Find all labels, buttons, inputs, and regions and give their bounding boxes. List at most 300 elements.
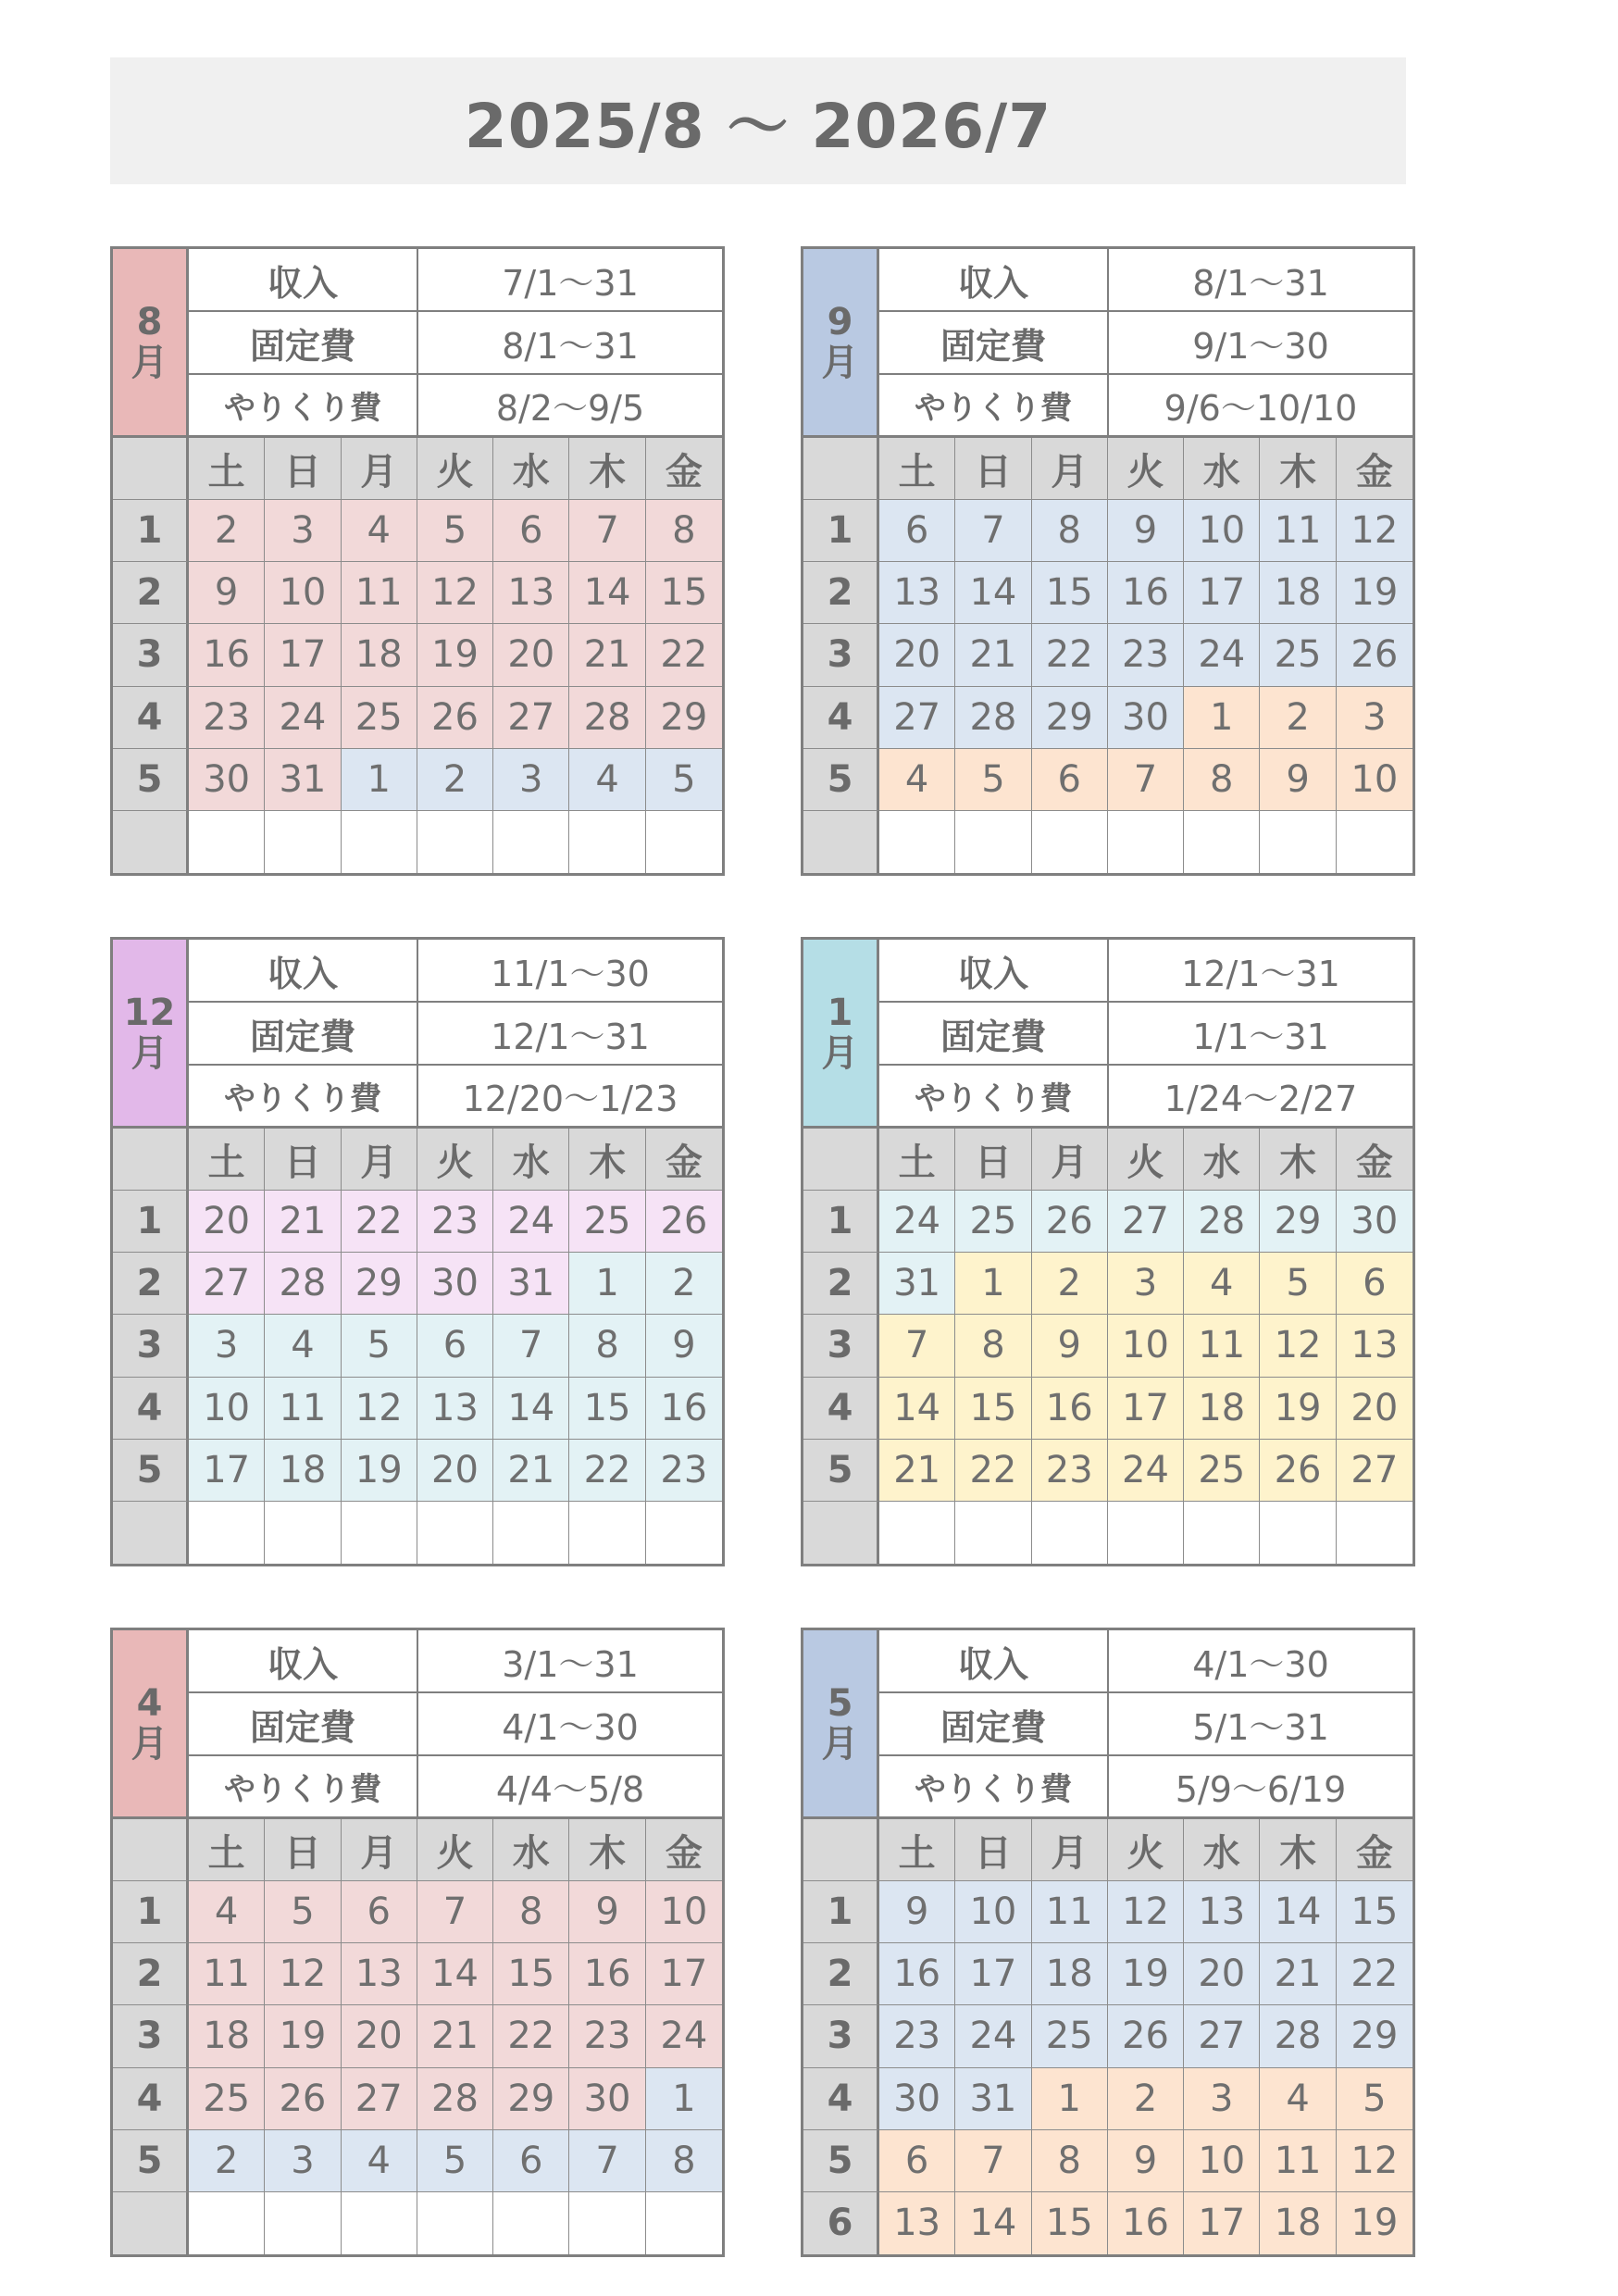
day-cell: 27 (189, 1253, 265, 1315)
day-cell: 20 (417, 1440, 493, 1502)
day-cell: 27 (1337, 1440, 1413, 1502)
day-cell: 17 (189, 1440, 265, 1502)
empty-cell (1260, 1502, 1336, 1564)
day-cell: 8 (1184, 749, 1260, 811)
month-number: 12 (123, 991, 176, 1034)
day-cell: 6 (493, 500, 569, 562)
income-label: 収入 (879, 940, 1109, 1003)
day-cell: 16 (1032, 1378, 1108, 1440)
day-cell: 21 (265, 1191, 341, 1253)
weekday-header: 木 (569, 1129, 645, 1191)
week-number (113, 2192, 189, 2254)
day-cell: 2 (417, 749, 493, 811)
day-cell: 7 (569, 500, 645, 562)
day-cell: 10 (1337, 749, 1413, 811)
weekday-header: 日 (265, 438, 341, 500)
day-cell: 4 (1260, 2068, 1336, 2130)
day-cell: 8 (646, 2130, 722, 2192)
day-cell: 5 (1260, 1253, 1336, 1315)
week-number: 5 (113, 2130, 189, 2192)
day-cell: 7 (569, 2130, 645, 2192)
income-range: 7/1〜31 (418, 249, 722, 312)
weekday-header: 金 (646, 1819, 722, 1881)
week-number: 5 (113, 1440, 189, 1502)
day-cell: 26 (646, 1191, 722, 1253)
weekday-header: 日 (265, 1129, 341, 1191)
day-cell: 31 (879, 1253, 955, 1315)
empty-cell (1337, 1502, 1413, 1564)
week-number: 2 (803, 1253, 879, 1315)
income-range: 4/1〜30 (1109, 1630, 1413, 1693)
fixed-range: 9/1〜30 (1109, 312, 1413, 375)
day-cell: 7 (879, 1315, 955, 1377)
day-cell: 14 (1260, 1881, 1336, 1943)
day-cell: 8 (955, 1315, 1031, 1377)
day-cell: 12 (342, 1378, 417, 1440)
month-calendar-12 (110, 937, 725, 1566)
empty-cell (1337, 811, 1413, 873)
day-cell: 15 (646, 562, 722, 624)
week-number: 4 (803, 2068, 879, 2130)
weekday-header: 日 (955, 1129, 1031, 1191)
day-cell: 16 (189, 624, 265, 686)
fixed-range: 1/1〜31 (1109, 1003, 1413, 1066)
day-cell: 4 (879, 749, 955, 811)
day-cell: 16 (1108, 562, 1184, 624)
day-cell: 16 (569, 1943, 645, 2005)
income-label: 収入 (189, 1630, 418, 1693)
variable-range: 8/2〜9/5 (418, 375, 722, 438)
empty-cell (189, 811, 265, 873)
day-cell: 21 (879, 1440, 955, 1502)
weekday-header: 土 (879, 1819, 955, 1881)
empty-cell (417, 811, 493, 873)
day-cell: 5 (342, 1315, 417, 1377)
empty-cell (493, 811, 569, 873)
day-cell: 3 (1108, 1253, 1184, 1315)
day-cell: 4 (569, 749, 645, 811)
day-cell: 31 (493, 1253, 569, 1315)
day-cell: 26 (417, 687, 493, 749)
empty-cell (646, 1502, 722, 1564)
day-cell: 17 (646, 1943, 722, 2005)
month-number: 4 (136, 1681, 163, 1725)
weekday-header: 金 (1337, 1129, 1413, 1191)
day-cell: 22 (646, 624, 722, 686)
day-cell: 18 (1260, 2192, 1336, 2254)
day-cell: 16 (879, 1943, 955, 2005)
variable-range: 9/6〜10/10 (1109, 375, 1413, 438)
month-char: 月 (821, 1031, 859, 1075)
day-cell: 6 (879, 500, 955, 562)
day-cell: 15 (955, 1378, 1031, 1440)
day-cell: 5 (646, 749, 722, 811)
day-cell: 23 (189, 687, 265, 749)
day-cell: 10 (1184, 2130, 1260, 2192)
empty-cell (569, 1502, 645, 1564)
day-cell: 2 (646, 1253, 722, 1315)
day-cell: 19 (1260, 1378, 1336, 1440)
day-cell: 20 (493, 624, 569, 686)
day-cell: 28 (569, 687, 645, 749)
day-cell: 11 (1260, 2130, 1336, 2192)
fixed-range: 8/1〜31 (418, 312, 722, 375)
variable-label: やりくり費 (879, 375, 1109, 438)
day-cell: 19 (1108, 1943, 1184, 2005)
day-cell: 25 (1260, 624, 1336, 686)
day-cell: 22 (569, 1440, 645, 1502)
day-cell: 28 (1260, 2005, 1336, 2067)
fixed-range: 12/1〜31 (418, 1003, 722, 1066)
day-cell: 18 (342, 624, 417, 686)
day-cell: 12 (417, 562, 493, 624)
week-number: 5 (113, 749, 189, 811)
month-calendar-8 (110, 246, 725, 876)
month-number: 5 (827, 1681, 853, 1725)
week-number: 5 (803, 749, 879, 811)
corner-cell (803, 438, 879, 500)
weekday-header: 火 (1108, 1819, 1184, 1881)
week-number: 4 (113, 2068, 189, 2130)
weekday-header: 火 (1108, 1129, 1184, 1191)
variable-label: やりくり費 (189, 1066, 418, 1129)
day-cell: 8 (1032, 2130, 1108, 2192)
month-char: 月 (131, 1722, 168, 1766)
day-cell: 22 (955, 1440, 1031, 1502)
month-label (803, 249, 879, 438)
day-cell: 3 (265, 500, 341, 562)
day-cell: 2 (1108, 2068, 1184, 2130)
day-cell: 13 (417, 1378, 493, 1440)
empty-cell (1108, 1502, 1184, 1564)
empty-cell (417, 1502, 493, 1564)
day-cell: 20 (1337, 1378, 1413, 1440)
month-calendar-1 (801, 937, 1415, 1566)
day-cell: 8 (1032, 500, 1108, 562)
empty-cell (569, 2192, 645, 2254)
day-cell: 20 (189, 1191, 265, 1253)
month-calendar-9 (801, 246, 1415, 876)
day-cell: 6 (1032, 749, 1108, 811)
weekday-header: 金 (1337, 438, 1413, 500)
week-number: 1 (803, 500, 879, 562)
empty-cell (879, 811, 955, 873)
day-cell: 15 (1032, 562, 1108, 624)
week-number: 2 (803, 1943, 879, 2005)
day-cell: 22 (342, 1191, 417, 1253)
empty-cell (493, 2192, 569, 2254)
month-char: 月 (131, 1031, 168, 1075)
day-cell: 28 (265, 1253, 341, 1315)
week-number: 3 (803, 2005, 879, 2067)
day-cell: 14 (417, 1943, 493, 2005)
day-cell: 16 (646, 1378, 722, 1440)
weekday-header: 日 (955, 1819, 1031, 1881)
day-cell: 7 (955, 2130, 1031, 2192)
day-cell: 14 (955, 562, 1031, 624)
day-cell: 3 (1184, 2068, 1260, 2130)
day-cell: 8 (569, 1315, 645, 1377)
day-cell: 7 (955, 500, 1031, 562)
weekday-header: 水 (493, 438, 569, 500)
day-cell: 22 (1337, 1943, 1413, 2005)
fixed-label: 固定費 (189, 1003, 418, 1066)
day-cell: 9 (1032, 1315, 1108, 1377)
day-cell: 15 (1032, 2192, 1108, 2254)
day-cell: 13 (493, 562, 569, 624)
day-cell: 22 (1032, 624, 1108, 686)
income-label: 収入 (189, 940, 418, 1003)
day-cell: 24 (879, 1191, 955, 1253)
day-cell: 27 (342, 2068, 417, 2130)
empty-cell (646, 2192, 722, 2254)
corner-cell (803, 1129, 879, 1191)
weekday-header: 水 (493, 1819, 569, 1881)
day-cell: 9 (1260, 749, 1336, 811)
day-cell: 27 (1108, 1191, 1184, 1253)
fixed-label: 固定費 (879, 1003, 1109, 1066)
income-label: 収入 (879, 1630, 1109, 1693)
day-cell: 20 (342, 2005, 417, 2067)
day-cell: 6 (417, 1315, 493, 1377)
weekday-header: 金 (646, 438, 722, 500)
day-cell: 11 (1260, 500, 1336, 562)
corner-cell (113, 1129, 189, 1191)
week-number: 2 (113, 1253, 189, 1315)
day-cell: 14 (493, 1378, 569, 1440)
weekday-header: 月 (1032, 438, 1108, 500)
week-number: 1 (803, 1881, 879, 1943)
week-number: 3 (113, 1315, 189, 1377)
weekday-header: 木 (569, 1819, 645, 1881)
day-cell: 5 (417, 2130, 493, 2192)
empty-cell (1184, 811, 1260, 873)
day-cell: 6 (493, 2130, 569, 2192)
day-cell: 1 (646, 2068, 722, 2130)
day-cell: 28 (1184, 1191, 1260, 1253)
day-cell: 29 (1032, 687, 1108, 749)
weekday-header: 水 (1184, 1129, 1260, 1191)
empty-cell (342, 2192, 417, 2254)
week-number: 5 (803, 1440, 879, 1502)
day-cell: 12 (1337, 2130, 1413, 2192)
month-calendar-5 (801, 1628, 1415, 2257)
day-cell: 31 (955, 2068, 1031, 2130)
day-cell: 19 (1337, 2192, 1413, 2254)
day-cell: 5 (417, 500, 493, 562)
weekday-header: 月 (342, 1819, 417, 1881)
day-cell: 18 (189, 2005, 265, 2067)
week-number: 6 (803, 2192, 879, 2254)
day-cell: 21 (493, 1440, 569, 1502)
day-cell: 30 (1337, 1191, 1413, 1253)
fixed-range: 5/1〜31 (1109, 1693, 1413, 1756)
day-cell: 24 (646, 2005, 722, 2067)
day-cell: 21 (569, 624, 645, 686)
day-cell: 21 (955, 624, 1031, 686)
income-range: 12/1〜31 (1109, 940, 1413, 1003)
day-cell: 4 (1184, 1253, 1260, 1315)
weekday-header: 火 (1108, 438, 1184, 500)
day-cell: 14 (955, 2192, 1031, 2254)
day-cell: 24 (1108, 1440, 1184, 1502)
day-cell: 4 (189, 1881, 265, 1943)
day-cell: 14 (879, 1378, 955, 1440)
day-cell: 22 (493, 2005, 569, 2067)
weekday-header: 土 (189, 438, 265, 500)
day-cell: 3 (493, 749, 569, 811)
day-cell: 6 (879, 2130, 955, 2192)
fixed-range: 4/1〜30 (418, 1693, 722, 1756)
day-cell: 3 (1337, 687, 1413, 749)
day-cell: 8 (646, 500, 722, 562)
month-number: 1 (827, 991, 853, 1034)
empty-cell (493, 1502, 569, 1564)
day-cell: 3 (265, 2130, 341, 2192)
day-cell: 9 (569, 1881, 645, 1943)
day-cell: 2 (189, 2130, 265, 2192)
week-number (803, 811, 879, 873)
day-cell: 10 (1108, 1315, 1184, 1377)
day-cell: 13 (879, 2192, 955, 2254)
day-cell: 21 (1260, 1943, 1336, 2005)
variable-label: やりくり費 (189, 1756, 418, 1819)
day-cell: 9 (189, 562, 265, 624)
week-number: 1 (113, 500, 189, 562)
empty-cell (1032, 811, 1108, 873)
day-grid (113, 438, 722, 873)
weekday-header: 木 (569, 438, 645, 500)
day-cell: 2 (1260, 687, 1336, 749)
day-cell: 28 (417, 2068, 493, 2130)
day-cell: 13 (342, 1943, 417, 2005)
day-cell: 12 (1108, 1881, 1184, 1943)
day-cell: 2 (1032, 1253, 1108, 1315)
day-cell: 30 (569, 2068, 645, 2130)
empty-cell (342, 1502, 417, 1564)
day-cell: 5 (955, 749, 1031, 811)
day-cell: 25 (569, 1191, 645, 1253)
week-number: 3 (803, 624, 879, 686)
day-cell: 26 (1032, 1191, 1108, 1253)
day-cell: 1 (955, 1253, 1031, 1315)
day-grid (803, 438, 1413, 873)
empty-cell (879, 1502, 955, 1564)
week-number: 3 (113, 2005, 189, 2067)
weekday-header: 月 (1032, 1819, 1108, 1881)
day-cell: 1 (1032, 2068, 1108, 2130)
day-cell: 19 (417, 624, 493, 686)
page-title: 2025/8 〜 2026/7 (110, 57, 1406, 184)
weekday-header: 水 (1184, 438, 1260, 500)
empty-cell (189, 2192, 265, 2254)
day-cell: 11 (265, 1378, 341, 1440)
day-cell: 18 (1032, 1943, 1108, 2005)
week-number: 3 (803, 1315, 879, 1377)
day-cell: 23 (1032, 1440, 1108, 1502)
day-cell: 1 (569, 1253, 645, 1315)
week-number: 4 (113, 687, 189, 749)
weekday-header: 土 (879, 438, 955, 500)
day-cell: 17 (265, 624, 341, 686)
empty-cell (646, 811, 722, 873)
day-cell: 9 (1108, 2130, 1184, 2192)
week-number: 4 (803, 687, 879, 749)
day-cell: 17 (1108, 1378, 1184, 1440)
day-cell: 23 (879, 2005, 955, 2067)
weekday-header: 水 (493, 1129, 569, 1191)
month-label (803, 940, 879, 1129)
day-cell: 7 (1108, 749, 1184, 811)
day-cell: 6 (1337, 1253, 1413, 1315)
day-cell: 30 (189, 749, 265, 811)
weekday-header: 月 (342, 438, 417, 500)
week-number: 2 (113, 562, 189, 624)
variable-label: やりくり費 (879, 1066, 1109, 1129)
day-cell: 21 (417, 2005, 493, 2067)
weekday-header: 木 (1260, 1129, 1336, 1191)
day-cell: 3 (189, 1315, 265, 1377)
empty-cell (265, 811, 341, 873)
variable-range: 1/24〜2/27 (1109, 1066, 1413, 1129)
week-number: 2 (113, 1943, 189, 2005)
weekday-header: 火 (417, 1819, 493, 1881)
day-cell: 11 (1032, 1881, 1108, 1943)
weekday-header: 土 (189, 1819, 265, 1881)
day-cell: 19 (1337, 562, 1413, 624)
day-cell: 11 (189, 1943, 265, 2005)
day-cell: 15 (569, 1378, 645, 1440)
day-cell: 29 (646, 687, 722, 749)
day-cell: 25 (342, 687, 417, 749)
month-label (113, 940, 189, 1129)
day-cell: 23 (417, 1191, 493, 1253)
weekday-header: 木 (1260, 438, 1336, 500)
day-cell: 29 (493, 2068, 569, 2130)
day-cell: 8 (493, 1881, 569, 1943)
variable-range: 4/4〜5/8 (418, 1756, 722, 1819)
day-cell: 7 (493, 1315, 569, 1377)
fixed-label: 固定費 (879, 1693, 1109, 1756)
week-number: 1 (113, 1881, 189, 1943)
empty-cell (1184, 1502, 1260, 1564)
day-cell: 1 (342, 749, 417, 811)
variable-label: やりくり費 (879, 1756, 1109, 1819)
day-cell: 23 (1108, 624, 1184, 686)
day-cell: 9 (1108, 500, 1184, 562)
income-label: 収入 (189, 249, 418, 312)
week-number: 4 (803, 1378, 879, 1440)
day-cell: 17 (1184, 2192, 1260, 2254)
income-range: 8/1〜31 (1109, 249, 1413, 312)
day-cell: 30 (1108, 687, 1184, 749)
day-cell: 26 (1337, 624, 1413, 686)
week-number: 4 (113, 1378, 189, 1440)
day-cell: 19 (342, 1440, 417, 1502)
empty-cell (955, 1502, 1031, 1564)
month-number: 8 (136, 300, 163, 343)
day-cell: 23 (646, 1440, 722, 1502)
day-cell: 27 (879, 687, 955, 749)
day-cell: 24 (1184, 624, 1260, 686)
day-cell: 9 (879, 1881, 955, 1943)
month-char: 月 (821, 341, 859, 384)
variable-range: 5/9〜6/19 (1109, 1756, 1413, 1819)
day-cell: 18 (1260, 562, 1336, 624)
month-label (803, 1630, 879, 1819)
day-cell: 4 (265, 1315, 341, 1377)
day-cell: 25 (955, 1191, 1031, 1253)
